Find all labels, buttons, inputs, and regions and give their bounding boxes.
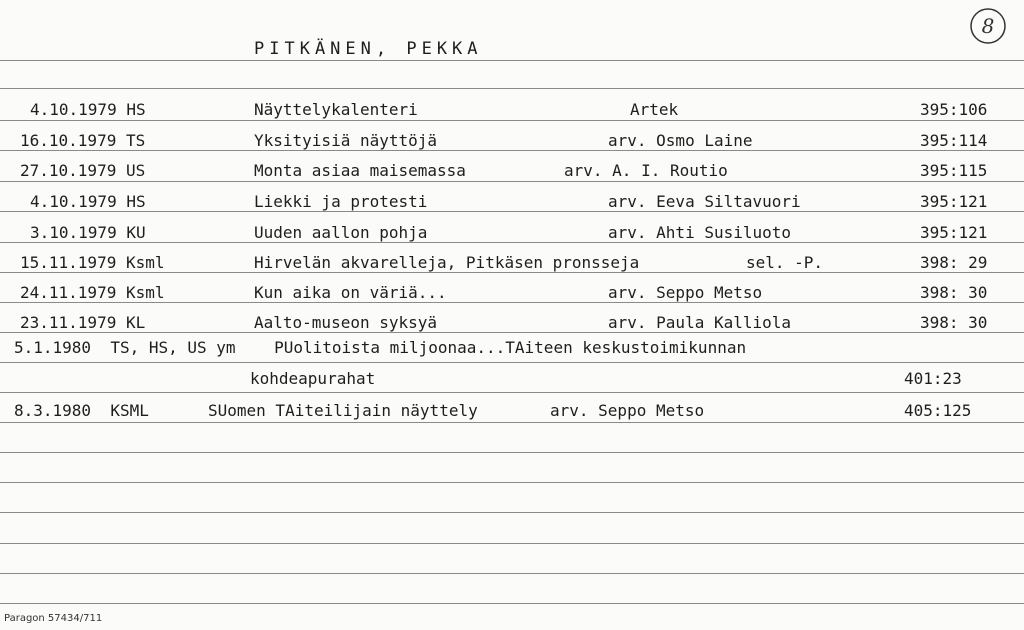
- entry-title: Liekki ja protesti: [254, 192, 428, 211]
- entry-ref: 395:115: [920, 161, 988, 180]
- entry-title: Monta asiaa maisemassa: [254, 161, 466, 180]
- rule-line: [0, 272, 1024, 273]
- entry-date: 24.11.1979 Ksml: [20, 283, 165, 302]
- entry-date: 16.10.1979 TS: [20, 131, 146, 150]
- rule-line: [0, 211, 1024, 212]
- entry-ref: 398: 30: [920, 313, 988, 332]
- rule-line: [0, 181, 1024, 182]
- entry-reviewer: sel. -P.: [746, 253, 824, 272]
- entry-title: Uuden aallon pohja: [254, 223, 428, 242]
- entry-title: Näyttelykalenteri: [254, 100, 418, 119]
- card-title: PITKÄNEN, PEKKA: [254, 39, 483, 59]
- rule-line: [0, 512, 1024, 513]
- entry-reviewer: arv. Seppo Metso: [550, 401, 705, 420]
- entry-line: 5.1.1980 TS, HS, US ym PUolitoista miljoonaa...TAiteen keskustoimikunnan: [14, 338, 747, 357]
- entry-date: 27.10.1979 US: [20, 161, 146, 180]
- rule-line: [0, 332, 1024, 333]
- entry-ref: 395:106: [920, 100, 988, 119]
- entry-ref: 398: 29: [920, 253, 988, 272]
- entry-date: 4.10.1979 HS: [30, 100, 146, 119]
- entry-reviewer: arv. Seppo Metso: [608, 283, 763, 302]
- rule-line: [0, 120, 1024, 121]
- rule-line: [0, 573, 1024, 574]
- rule-line: [0, 422, 1024, 423]
- entry-line-continued: kohdeapurahat: [250, 369, 376, 388]
- entry-ref: 395:121: [920, 192, 988, 211]
- entry-date: 8.3.1980 KSML: [14, 401, 149, 420]
- entry-reviewer: Artek: [630, 100, 679, 119]
- svg-text:8: 8: [981, 14, 995, 38]
- rule-line: [0, 242, 1024, 243]
- rule-line: [0, 302, 1024, 303]
- entry-title: Yksityisiä näyttöjä: [254, 131, 438, 150]
- entry-ref: 401:23: [904, 369, 962, 388]
- rule-line: [0, 60, 1024, 61]
- printer-imprint: Paragon 57434/711: [4, 613, 103, 624]
- entry-title: Kun aika on väriä...: [254, 283, 447, 302]
- rule-line: [0, 452, 1024, 453]
- entry-reviewer: arv. Paula Kalliola: [608, 313, 792, 332]
- rule-line: [0, 88, 1024, 89]
- rule-line: [0, 392, 1024, 393]
- entry-ref: 405:125: [904, 401, 972, 420]
- entry-reviewer: arv. A. I. Routio: [564, 161, 728, 180]
- entry-ref: 398: 30: [920, 283, 988, 302]
- entry-date: 3.10.1979 KU: [30, 223, 146, 242]
- entry-reviewer: arv. Osmo Laine: [608, 131, 753, 150]
- rule-line: [0, 543, 1024, 544]
- rule-line: [0, 603, 1024, 604]
- entry-title: Aalto-museon syksyä: [254, 313, 438, 332]
- entry-ref: 395:114: [920, 131, 988, 150]
- rule-line: [0, 150, 1024, 151]
- entry-title: SUomen TAiteilijain näyttely: [208, 401, 478, 420]
- entry-date: 4.10.1979 HS: [30, 192, 146, 211]
- rule-line: [0, 362, 1024, 363]
- entry-reviewer: arv. Ahti Susiluoto: [608, 223, 792, 242]
- entry-date: 15.11.1979 Ksml: [20, 253, 165, 272]
- entry-title: Hirvelän akvarelleja, Pitkäsen pronsseja: [254, 253, 640, 272]
- entry-ref: 395:121: [920, 223, 988, 242]
- entry-reviewer: arv. Eeva Siltavuori: [608, 192, 801, 211]
- circled-stamp-icon: [968, 6, 1008, 46]
- rule-line: [0, 482, 1024, 483]
- entry-date: 23.11.1979 KL: [20, 313, 146, 332]
